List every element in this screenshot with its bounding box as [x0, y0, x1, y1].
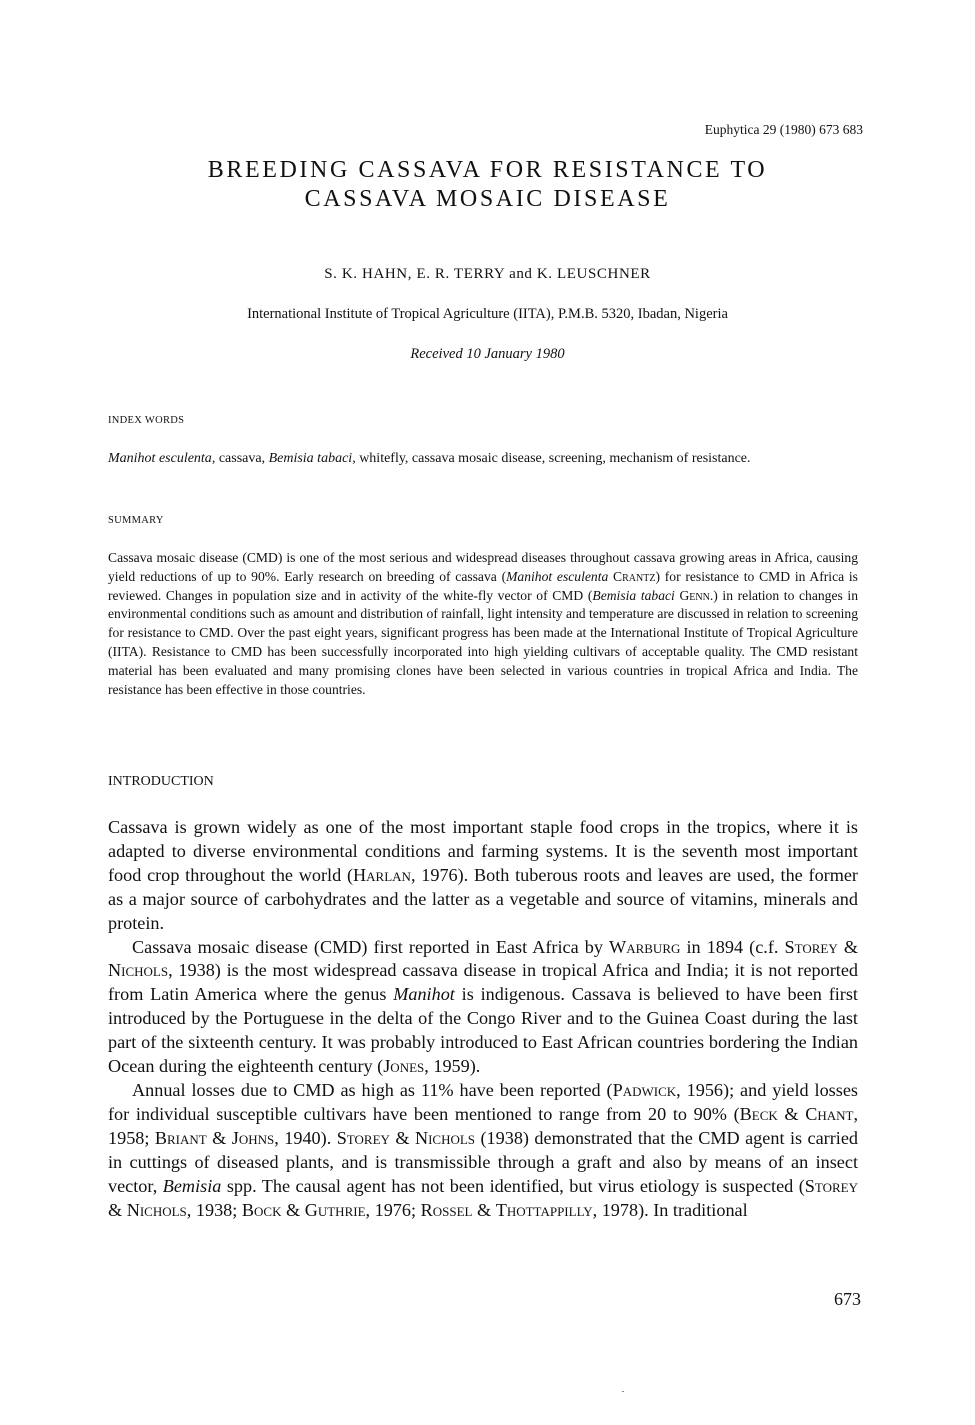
- text-run: &: [281, 1199, 305, 1220]
- citation-author: Chant: [805, 1103, 854, 1124]
- introduction-body: [108, 816, 858, 1222]
- text-run: &: [389, 1127, 415, 1148]
- text-run: , 1976). Both tuberous roots and leaves are used, the former as a major source of carbohydrates and the latter as a vegetable and source of vitamins, minerals and protein.: [108, 864, 858, 933]
- text-run: , 1976;: [365, 1199, 421, 1220]
- citation-author: Johns: [231, 1127, 275, 1148]
- citation-author: Beck: [739, 1103, 778, 1124]
- page-number: 673: [834, 1289, 861, 1309]
- affiliation: International Institute of Tropical Agriculture (IITA), P.M.B. 5320, Ibadan, Nigeria: [247, 306, 728, 322]
- text-run: , 1956); and yield losses for individual susceptible cultivars have been mentioned to range from 20 to 90% (: [108, 1079, 858, 1124]
- citation-author: Thottappilly: [495, 1199, 593, 1220]
- text-run: is indigenous. Cassava is believed to have been first introduced by the Portuguese in the delta of the Congo River and to the Guinea Coast during the last part of the sixteenth century. It was probably introduced to East African countries bordering the Indian Ocean during the eighteenth century (: [108, 984, 858, 1077]
- index-text-2: , whitefly, cassava mosaic disease, screening, mechanism of resistance.: [352, 451, 751, 466]
- text-run: &: [777, 1103, 806, 1124]
- citation-author: Nichols: [108, 960, 169, 981]
- index-term-bemisia: Bemisia tabaci: [268, 451, 353, 466]
- citation-author: Nichols: [414, 1127, 476, 1148]
- summary-species-2: Bemisia tabaci: [592, 587, 675, 603]
- index-words-heading: INDEX WORDS: [108, 415, 185, 426]
- author-list: S. K. HAHN, E. R. TERRY and K. LEUSCHNER: [324, 266, 651, 282]
- citation-author: Storey: [336, 1127, 390, 1148]
- introduction-heading: INTRODUCTION: [108, 774, 214, 789]
- citation-author: Jones: [383, 1056, 425, 1077]
- text-run: &: [108, 1199, 127, 1220]
- genus-name: Bemisia: [162, 1175, 222, 1196]
- summary-species-1: Manihot esculenta: [506, 568, 609, 584]
- text-run: , 1958;: [108, 1103, 858, 1148]
- text-run: , 1940).: [274, 1127, 337, 1148]
- summary-authority-1: Crantz: [613, 568, 656, 584]
- summary-part-2: ) for resistance to CMD in Africa is reviewed. Changes in population size and in activity of the white-fly vector of CMD (: [108, 568, 858, 603]
- text-run: , 1978). In traditional: [592, 1199, 748, 1220]
- text-run: spp. The causal agent has not been identified, but virus etiology is suspected (: [221, 1175, 805, 1196]
- citation-author: Warburg: [609, 936, 681, 957]
- index-words-text: [108, 450, 858, 468]
- index-term-manihot: Manihot esculenta: [108, 451, 212, 466]
- citation-author: Storey: [784, 936, 838, 957]
- summary-part-3: ) in relation to changes in environmental conditions such as amount and distribution of rainfall, light intensity and temperature are discussed in relation to screening for resistance to CMD. Over the past eight years, significant progress has been made at the International Institute of Tropical Agriculture (IITA). Resistance to CMD has been successfully incorporated into high yielding cultivars of acceptable quality. The CMD resistant material has been evaluated and many promising clones have been selected in various countries in tropical Africa and India. The resistance has been effective in those countries.: [108, 587, 859, 697]
- text-run: in 1894 (c.f.: [680, 936, 785, 957]
- citation-author: Bock: [241, 1199, 282, 1220]
- citation-author: Storey: [804, 1175, 859, 1196]
- summary-heading: SUMMARY: [108, 515, 164, 526]
- citation-author: Harlan: [353, 864, 411, 885]
- citation-author: Nichols: [126, 1199, 187, 1220]
- journal-reference: Euphytica 29 (1980) 673 683: [704, 122, 863, 137]
- citation-author: Padwick: [612, 1079, 677, 1100]
- text-run: Annual losses due to CMD as high as 11% have been reported (: [132, 1079, 613, 1100]
- citation-author: Rossel: [420, 1199, 473, 1220]
- text-run: , 1938;: [186, 1199, 242, 1220]
- genus-name: Manihot: [393, 984, 455, 1005]
- text-run: (1938) demonstrated that the CMD agent is carried in cuttings of diseased plants, and is transmissible through a graft and also by means of an insect vector,: [108, 1127, 858, 1196]
- index-text-1: , cassava,: [211, 451, 269, 466]
- text-run: Cassava mosaic disease (CMD) first reported in East Africa by: [132, 936, 610, 957]
- summary-part-1: Cassava mosaic disease (CMD) is one of the most serious and widespread diseases throughout cassava growing areas in Africa, causing yield reductions of up to 90%. Early research on breeding of cassava (: [108, 550, 858, 584]
- paper-title: [0, 156, 975, 214]
- text-run: &: [837, 936, 858, 957]
- text-run: &: [206, 1127, 232, 1148]
- text-run: Cassava is grown widely as one of the most important staple food crops in the tropics, where it is adapted to diverse environmental conditions and farming systems. It is the seventh most important food crop throughout the world (: [108, 817, 858, 885]
- citation-author: Briant: [154, 1127, 207, 1148]
- intro-paragraph-2: [108, 936, 858, 1079]
- text-run: , 1959).: [424, 1056, 481, 1077]
- received-date: Received 10 January 1980: [410, 346, 565, 362]
- text-run: &: [472, 1199, 496, 1220]
- scan-speck: [622, 1391, 624, 1392]
- intro-paragraph-1: [108, 816, 858, 936]
- citation-author: Guthrie: [304, 1199, 366, 1220]
- title-line-1: BREEDING CASSAVA FOR RESISTANCE TO: [207, 157, 768, 183]
- intro-paragraph-3: [108, 1079, 858, 1222]
- summary-authority-2: Genn.: [679, 587, 714, 603]
- text-run: , 1938) is the most widespread cassava disease in tropical Africa and India; it is not reported from Latin America where the genus: [108, 960, 858, 1005]
- summary-text: [108, 549, 858, 699]
- title-line-2: CASSAVA MOSAIC DISEASE: [304, 186, 671, 212]
